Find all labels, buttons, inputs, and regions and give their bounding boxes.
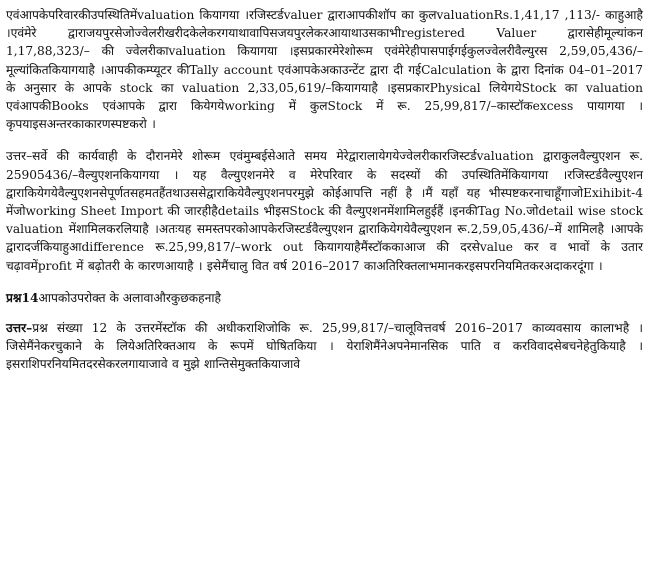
paragraph-answer-survey: उत्तर–सर्वे की कार्यवाही के दौरानमेरे शोरूम एवंमुम्बईसेआते समय मेरेद्वारालायेगयेज्वेलरीकारजिस्टर्डvaluation द्वाराकुलवैल्युएशन रू. 25905436/–वैल्युएशनकियागया । यह वैल्युएशनमेरे व मेरेपरिवार के सदस्यों की उपस्थितिमेंकियागया ।रजिस्टर्डवैल्युएशन द्वाराकियेगयेवैल्युएशनसेपूर्णतसहमतहैंतथाउससेद्वाराकियेवैल्युएशनपरमुझे कोईआपत्ति नहीं है ।मैं यहाँ यह भीस्पष्टकरनाचाहूँगाजोExihibit-4 मेंजोworking Sheet Import की जारहीहैdetails भीइसStock की वैल्युएशनमेंशामिलहुईहैं ।इनकीTag No.जोdetail wise stock valuation मेंशामिलकरलियाहै ।अतःयह समस्तपरकोआपकेरजिस्टर्डवैल्युएशन द्वाराकियेगयेवैल्युएशन रू.2,59,05,436/–में शामिलहै ।आपके द्वारादर्जकियाहुआdifference रू.25,99,817/–work out कियागयाहैमैंस्टॉककाआज की दरसेvalue कर व भावों के उतार चढ़ावमेंprofit में बढ़ोतरी के कारणआयाहै । इसेमैंचालु वित वर्ष 2016–2017 काअतिरिक्तलाभमानकरइसपरनियमितकरअदाकरदूंगा । — [6, 149, 643, 273]
spacer — [6, 133, 643, 147]
answer-label: उत्तर– — [6, 320, 33, 335]
question-14 — [6, 289, 643, 307]
answer-14 — [6, 319, 643, 374]
question-text: आपकोउपरोक्त के अलावाऔरकुछकहनाहै — [38, 290, 221, 305]
answer-text: प्रश्न संख्या 12 के उत्तरमेंस्टॉक की अधीकराशिजोकि रू. 25,99,817/–चालूवित्तवर्ष 2016–2017 काव्यवसाय कालाभहै ।जिसेमैंनेकरचुकाने के लियेअतिरिक्तआय के रूपमें घोषितकिया । येराशिमैंनेअपनेमानसिक पाति व करविवादसेबचनेहेतुकियाहै ।इसराशिपरनियमितदरसेकरलगायाजावे व मुझे शान्तिसेमुक्तकियाजावे — [6, 320, 643, 372]
paragraph-valuation-details: एवंआपकेपरिवारकीउपस्थितिमेंvaluation कियागया ।रजिस्टर्डvaluer द्वाराआपकीशॉप का कुलvaluationRs.1,41,17 ,113/- काहुआहै ।एवंमेरे द्वाराजयपुरसेजोज्वेलरीखरीदकेलेकरगयाथावापिसजयपुरलेकरआयाथाउसकाभीregistered Valuer द्वारासेहीमूल्यांकन 1,17,88,323/– की ज्वेलरीकाvaluation कियागया ।इसप्रकारमेरेशोरूम एवंमेरेहीपासपाईगईकुलज्वेलरीवैल्युरस 2,59,05,436/–मूल्यांकितकियागयाहै ।आपकीकम्प्यूटर कीTally account एवंआपकेअकाउन्टेंट द्वारा दी गईCalculation के द्वारा दिनांक 04–01–2017 के अनुसार के आपके stock का valuation 2,33,05,619/–कियागयाहै ।इसप्रकारPhysical लियेगयेStock का valuation एवंआपकीBooks एवंआपके द्वारा कियेगयेworking में कुलStock में रू. 25,99,817/–कास्टॉकexcess पायागया ।कृपयाइसअन्तरकाकारणस्पष्टकरो । — [6, 8, 643, 132]
spacer — [6, 307, 643, 319]
spacer — [6, 275, 643, 289]
question-label: प्रश्न14 — [6, 290, 39, 305]
